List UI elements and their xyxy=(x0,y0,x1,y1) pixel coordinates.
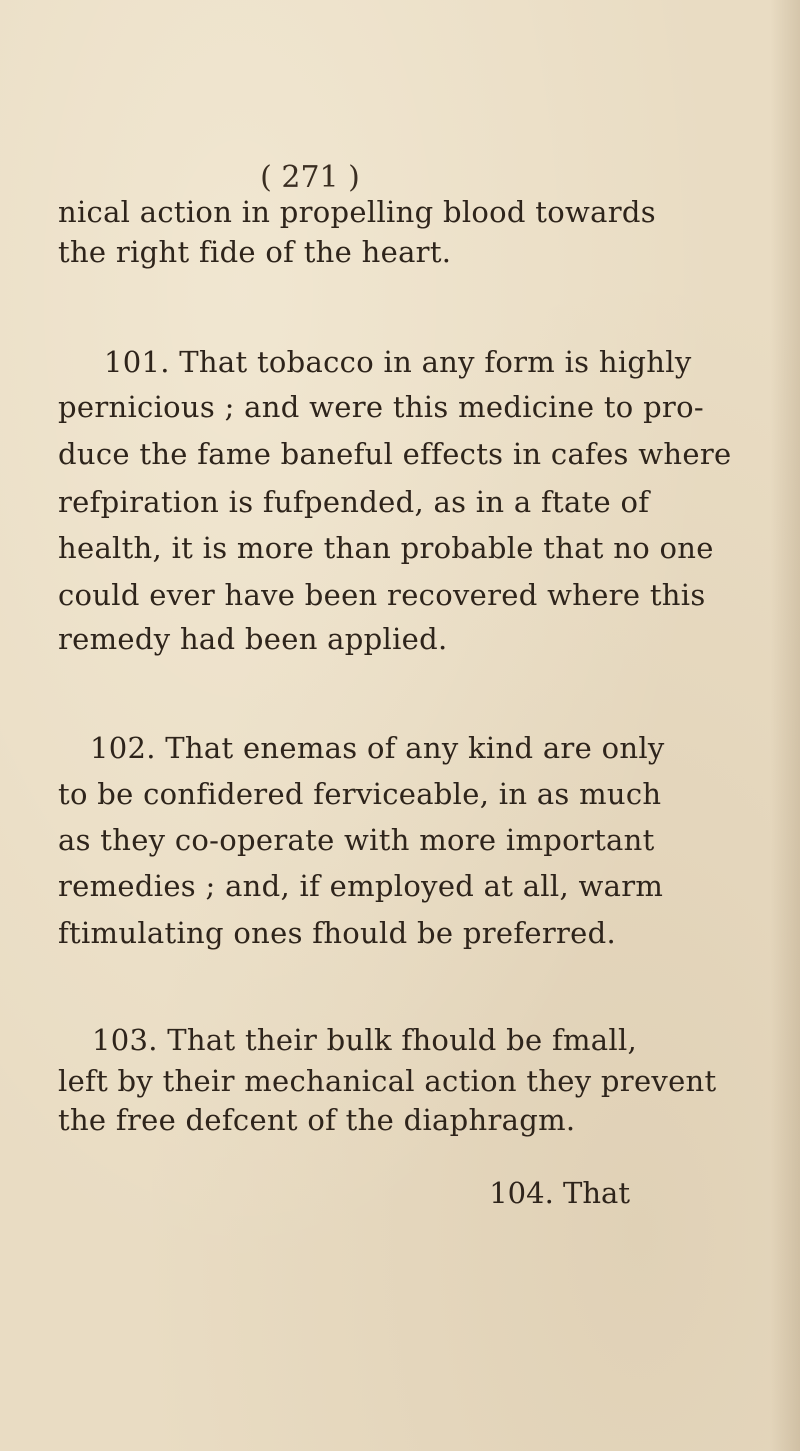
text-line: ftimulating ones fhould be preferred. xyxy=(58,916,616,950)
catchword: 104. That xyxy=(489,1176,630,1210)
paragraph-101-start: 101. That tobacco in any form is highly xyxy=(104,345,692,379)
text-line: nical action in propelling blood towards xyxy=(58,195,656,229)
text-line: left by their mechanical action they prevent xyxy=(58,1064,717,1098)
page-edge-shadow xyxy=(770,0,800,1451)
text-line: remedies ; and, if employed at all, warm xyxy=(58,869,664,903)
text-line: pernicious ; and were this medicine to pro- xyxy=(58,390,704,424)
text-line: the free defcent of the diaphragm. xyxy=(58,1103,576,1137)
text-line: to be confidered ferviceable, in as much xyxy=(58,777,662,811)
paragraph-103-start: 103. That their bulk fhould be fmall, xyxy=(92,1023,638,1057)
text-line: refpiration is fufpended, as in a ftate of xyxy=(58,485,650,519)
text-line: the right fide of the heart. xyxy=(58,235,452,269)
text-line: could ever have been recovered where this xyxy=(58,578,706,612)
text-line: remedy had been applied. xyxy=(58,622,448,656)
text-line: health, it is more than probable that no one xyxy=(58,531,714,565)
text-line: duce the fame baneful effects in cafes where xyxy=(58,437,732,471)
text-line: as they co-operate with more important xyxy=(58,823,655,857)
paragraph-102-start: 102. That enemas of any kind are only xyxy=(90,731,665,765)
page-number-header: ( 271 ) xyxy=(260,160,360,195)
